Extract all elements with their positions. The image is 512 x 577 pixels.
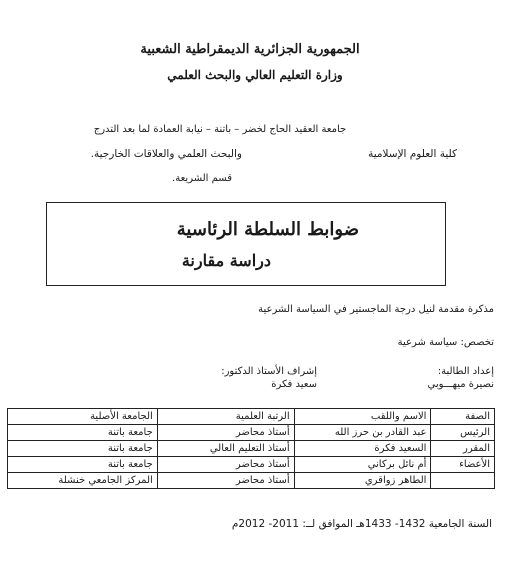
table-row xyxy=(8,473,495,489)
rank-cell: أستاذ محاضر xyxy=(157,473,294,489)
role-cell xyxy=(431,473,495,489)
name-cell: أم نائل بركاني xyxy=(294,457,431,473)
rank-cell: أستاذ محاضر xyxy=(157,425,294,441)
role-cell: الأعضاء xyxy=(431,457,495,473)
university-cell: المركز الجامعي خنشلة xyxy=(8,473,158,489)
student-name: نصيرة ميهـــوبي xyxy=(427,379,494,390)
header-cell: الاسم واللقب xyxy=(294,409,431,425)
university-line: جامعة العقيد الحاج لخضر – باتنة – نيابة العمادة لما بعد التدرج xyxy=(93,124,347,135)
header-cell: الجامعة الأصلية xyxy=(8,409,158,425)
academic-year: السنة الجامعية 1432- 1433هـ الموافق لــ: 2011- 2012م xyxy=(231,518,492,530)
table-row xyxy=(8,457,495,473)
university-cell: جامعة باتنة xyxy=(8,441,158,457)
role-cell: المقرر xyxy=(431,441,495,457)
thesis-title-box xyxy=(46,202,446,286)
table-row xyxy=(8,441,495,457)
supervisor-name: سعيد فكرة xyxy=(271,379,317,390)
name-cell: عبد القادر بن حرز الله xyxy=(294,425,431,441)
jury-table xyxy=(7,408,495,489)
role-cell: الرئيس xyxy=(431,425,495,441)
specialty-line: تخصص: سياسة شرعية xyxy=(397,337,494,348)
memo-description: مذكرة مقدمة لنيل درجة الماجستير في السياسة الشرعية xyxy=(258,304,494,315)
table-row xyxy=(8,425,495,441)
university-cell: جامعة باتنة xyxy=(8,457,158,473)
prepared-by-label: إعداد الطالبة: xyxy=(437,366,494,377)
research-relations-line: والبحث العلمي والعلاقات الخارجية. xyxy=(90,148,242,160)
name-cell: السعيد فكرة xyxy=(294,441,431,457)
faculty-name: كلية العلوم الإسلامية xyxy=(368,148,457,160)
thesis-subtitle: دراسة مقارنة xyxy=(181,251,271,270)
header-cell: الصفة xyxy=(431,409,495,425)
department-name: قسم الشريعة. xyxy=(172,173,232,184)
university-cell: جامعة باتنة xyxy=(8,425,158,441)
ministry-heading: وزارة التعليم العالي والبحث العلمي xyxy=(167,68,343,82)
supervisor-label: إشراف الأستاذ الدكتور: xyxy=(221,366,317,377)
table-header-row xyxy=(8,409,495,425)
rank-cell: أستاذ التعليم العالي xyxy=(157,441,294,457)
name-cell: الطاهر زواقري xyxy=(294,473,431,489)
rank-cell: أستاذ محاضر xyxy=(157,457,294,473)
republic-heading: الجمهورية الجزائرية الديمقراطية الشعبية xyxy=(140,42,360,57)
header-cell: الرتبة العلمية xyxy=(157,409,294,425)
thesis-title: ضوابط السلطة الرئاسية xyxy=(176,219,359,240)
